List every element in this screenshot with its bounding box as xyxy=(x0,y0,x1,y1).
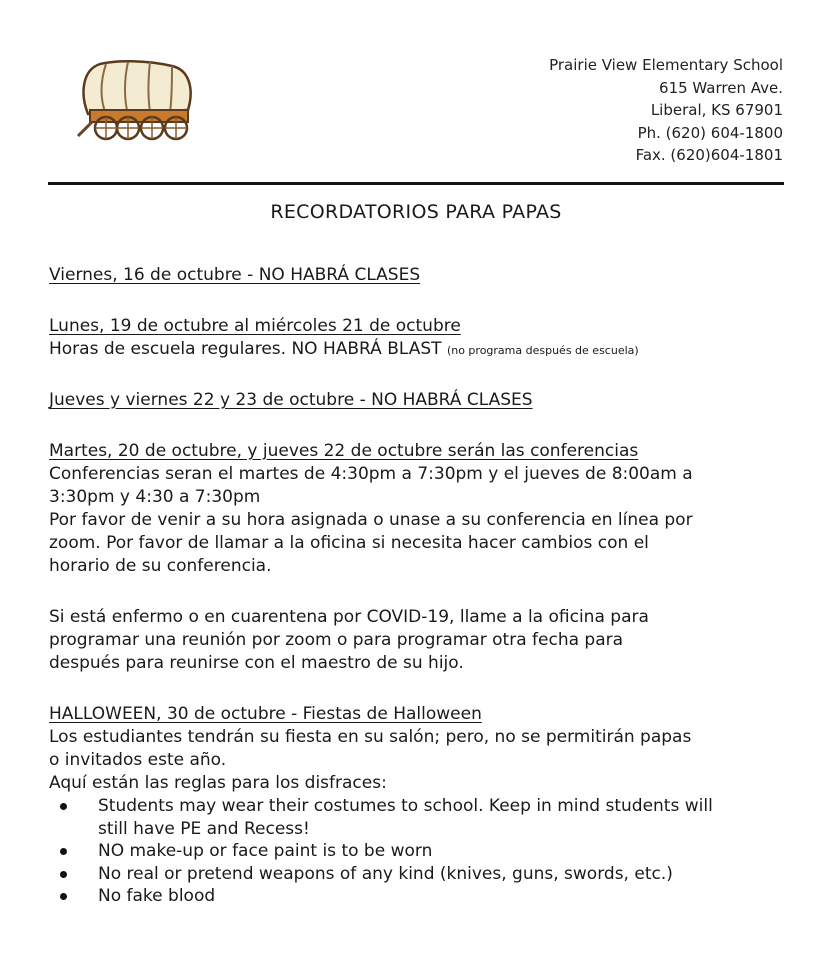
section-5-line: Los estudiantes tendrán su fiesta en su salón; pero, no se permitirán papas xyxy=(49,727,692,747)
school-name: Prairie View Elementary School xyxy=(549,56,783,74)
page-title: RECORDATORIOS PARA PAPAS xyxy=(270,201,562,223)
section-2-note: (no programa después de escuela) xyxy=(446,344,639,357)
spacer xyxy=(49,578,789,606)
bullet-icon xyxy=(60,893,67,900)
spacer xyxy=(49,412,789,440)
bullet-icon xyxy=(60,803,67,810)
section-2-heading: Lunes, 19 de octubre al miércoles 21 de octubre xyxy=(49,316,461,336)
rule-text: NO make-up or face paint is to be worn xyxy=(98,841,433,861)
list-item xyxy=(49,840,789,863)
section-1-heading: Viernes, 16 de octubre - NO HABRÁ CLASES xyxy=(49,265,421,285)
rule-text: still have PE and Recess! xyxy=(98,818,310,839)
reminders-content xyxy=(49,264,789,908)
section-3-heading: Jueves y viernes 22 y 23 de octubre - NO HABRÁ CLASES xyxy=(49,390,533,410)
section-4-line: horario de su conferencia. xyxy=(49,556,272,576)
spacer xyxy=(49,361,789,389)
header-divider xyxy=(48,182,784,185)
covid-line: después para reunirse con el maestro de su hijo. xyxy=(49,653,464,673)
school-fax: Fax. (620)604-1801 xyxy=(635,146,783,164)
costume-rules-list xyxy=(49,795,789,908)
spacer xyxy=(49,287,789,315)
covid-line: Si está enfermo o en cuarentena por COVID-19, llame a la oficina para xyxy=(49,607,649,627)
school-city: Liberal, KS 67901 xyxy=(650,101,783,119)
list-item xyxy=(49,885,789,908)
section-4-line: Conferencias seran el martes de 4:30pm a 7:30pm y el jueves de 8:00am a xyxy=(49,464,693,484)
list-item xyxy=(49,795,789,840)
school-phone: Ph. (620) 604-1800 xyxy=(637,123,783,142)
bullet-icon xyxy=(60,848,67,855)
section-4-line: 3:30pm y 4:30 a 7:30pm xyxy=(49,487,261,507)
section-4-line: Por favor de venir a su hora asignada o unase a su conferencia en línea por xyxy=(49,510,693,530)
section-5-line: o invitados este año. xyxy=(49,750,227,770)
spacer xyxy=(49,675,789,703)
bullet-icon xyxy=(60,871,67,878)
covid-line: programar una reunión por zoom o para programar otra fecha para xyxy=(49,630,624,650)
school-street: 615 Warren Ave. xyxy=(659,78,783,97)
section-4-line: zoom. Por favor de llamar a la oficina si necesita hacer cambios con el xyxy=(49,533,649,553)
section-4-heading: Martes, 20 de octubre, y jueves 22 de octubre serán las conferencias xyxy=(49,441,639,461)
rule-text: No fake blood xyxy=(98,886,216,906)
section-2-body-line xyxy=(49,338,789,361)
rule-text: No real or pretend weapons of any kind (knives, guns, swords, etc.) xyxy=(98,863,673,884)
section-2-body: Horas de escuela regulares. NO HABRÁ BLAST xyxy=(49,339,442,359)
school-address-block xyxy=(549,54,783,167)
covered-wagon-icon xyxy=(76,56,196,144)
list-item xyxy=(49,863,789,886)
section-5-heading: HALLOWEEN, 30 de octubre - Fiestas de Halloween xyxy=(49,704,482,724)
rule-text: Students may wear their costumes to school. Keep in mind students will xyxy=(98,796,713,816)
section-5-line: Aquí están las reglas para los disfraces: xyxy=(49,773,387,793)
